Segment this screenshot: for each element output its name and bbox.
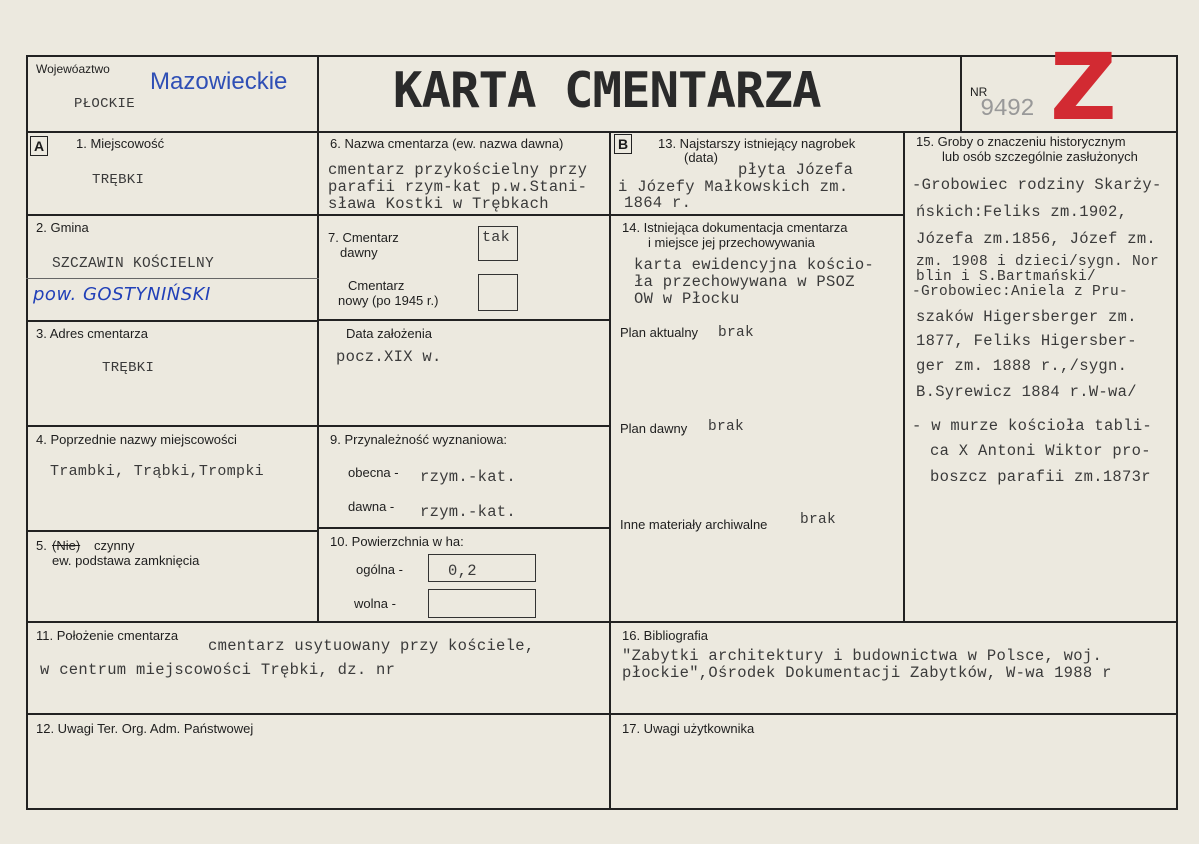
row-line-7 <box>317 319 611 321</box>
stamp-letter-z: Z <box>1050 34 1117 141</box>
f5-label-rest: czynny <box>94 538 135 553</box>
f1-value: TRĘBKI <box>92 172 145 188</box>
section-b-marker: B <box>614 134 632 154</box>
f13-line-1: płyta Józefa <box>738 161 854 179</box>
f7-label-2: Cmentarz <box>348 278 405 293</box>
f8-label: Data założenia <box>346 326 432 341</box>
card-border-right <box>1176 55 1178 810</box>
f9-label: 9. Przynależność wyznaniowa: <box>330 432 508 447</box>
f7-nowy-box <box>478 274 518 311</box>
f2-value: SZCZAWIN KOŚCIELNY <box>52 256 215 272</box>
f6-line-3: sława Kostki w Trębkach <box>328 195 549 213</box>
f15-line: ca X Antoni Wiktor pro- <box>930 442 1151 460</box>
card-title: KARTA CMENTARZA <box>393 62 821 119</box>
section-a-marker: A <box>30 136 48 156</box>
row-line-3 <box>26 320 319 322</box>
f13-line-3: 1864 r. <box>624 194 692 212</box>
f9-current-label: obecna - <box>348 465 399 480</box>
header-divider-1 <box>317 55 319 133</box>
f3-value: TRĘBKI <box>102 360 155 376</box>
f13-label-1: 13. Najstarszy istniejący nagrobek <box>658 136 856 151</box>
f5-label-line2: ew. podstawa zamknięcia <box>52 553 200 568</box>
f13-line-2: i Józefy Małkowskich zm. <box>618 178 849 196</box>
row-line-4 <box>26 425 319 427</box>
f15-line: boszcz parafii zm.1873r <box>930 468 1151 486</box>
f14-other-value: brak <box>800 512 837 528</box>
f10-total-value: 0,2 <box>448 562 477 580</box>
f17-label: 17. Uwagi użytkownika <box>622 721 755 736</box>
f10-label: 10. Powierzchnia w ha: <box>330 534 464 549</box>
f16-line-1: "Zabytki architektury i budownictwa w Polsce, woj. <box>622 647 1103 665</box>
f14-line-3: OW w Płocku <box>634 290 740 308</box>
f2-label: 2. Gmina <box>36 220 89 235</box>
f3-label: 3. Adres cmentarza <box>36 326 148 341</box>
col-divider-3 <box>903 131 905 622</box>
f14-plan-old-value: brak <box>708 419 745 435</box>
row-line-12 <box>26 713 1178 715</box>
f15-line: zm. 1908 i dzieci/sygn. Nor <box>916 254 1160 270</box>
f10-free-label: wolna - <box>354 596 396 611</box>
f12-label: 12. Uwagi Ter. Org. Adm. Państwowej <box>36 721 254 736</box>
f16-label: 16. Bibliografia <box>622 628 708 643</box>
f2-handwritten: pow. GOSTYNIŃSKI <box>33 284 211 305</box>
nr-label: NR <box>970 85 988 99</box>
f6-line-1: cmentarz przykościelny przy <box>328 161 588 179</box>
f11-line-1: cmentarz usytuowany przy kościele, <box>208 637 535 655</box>
f15-label-1: 15. Groby o znaczeniu historycznym <box>916 134 1126 149</box>
f15-label-2: lub osób szczególnie zasłużonych <box>942 149 1138 164</box>
col-divider-1 <box>317 131 319 622</box>
card-border-top <box>26 55 1178 57</box>
nr-value: 9492 <box>980 96 1034 123</box>
f15-line: -Grobowiec rodziny Skarży- <box>912 176 1162 194</box>
f1-label: 1. Miejscowość <box>76 136 165 151</box>
row-line-9 <box>317 527 611 529</box>
row-line-6 <box>317 214 611 216</box>
f14-plan-current-value: brak <box>718 325 755 341</box>
f14-label-2: i miejsce jej przechowywania <box>648 235 815 250</box>
f14-line-2: ła przechowywana w PSOZ <box>634 273 855 291</box>
f11-line-2: w centrum miejscowości Trębki, dz. nr <box>40 661 396 679</box>
f7-label-1: 7. Cmentarz <box>328 230 399 245</box>
f14-line-1: karta ewidencyjna kościo- <box>634 256 875 274</box>
f15-line: B.Syrewicz 1884 r.W-wa/ <box>916 383 1137 401</box>
header-divider-2 <box>960 55 962 133</box>
f15-line: blin i S.Bartmański/ <box>916 269 1097 285</box>
f8-value: pocz.XIX w. <box>336 348 442 366</box>
f16-line-2: płockie",Ośrodek Dokumentacji Zabytków, W-wa 1988 r <box>622 664 1112 682</box>
row-line-10 <box>609 214 905 216</box>
f10-total-box <box>428 554 536 582</box>
f4-label: 4. Poprzednie nazwy miejscowości <box>36 432 237 447</box>
card-border-bottom <box>26 808 1178 810</box>
wojewodztwo-stamp: Mazowieckie <box>150 68 288 95</box>
f6-line-2: parafii rzym-kat p.w.Stani- <box>328 178 588 196</box>
header-bottom-line <box>26 131 1178 133</box>
f5-label-prefix: 5. <box>36 538 47 553</box>
f15-line: szaków Higersberger zm. <box>916 308 1137 326</box>
f15-line: ńskich:Feliks zm.1902, <box>916 203 1128 221</box>
row-line-2-thin <box>26 278 319 279</box>
f13-label-2: (data) <box>684 150 718 165</box>
f9-former-value: rzym.-kat. <box>420 503 517 521</box>
row-line-8 <box>317 425 611 427</box>
f9-current-value: rzym.-kat. <box>420 468 517 486</box>
row-line-1 <box>26 214 319 216</box>
f6-label: 6. Nazwa cmentarza (ew. nazwa dawna) <box>330 136 564 151</box>
wojewodztwo-label: Wojewóaztwo <box>36 62 110 76</box>
f14-other-label: Inne materiały archiwalne <box>620 517 768 532</box>
f15-line: Józefa zm.1856, Józef zm. <box>916 230 1157 248</box>
f14-plan-old-label: Plan dawny <box>620 421 688 436</box>
f11-label: 11. Położenie cmentarza <box>36 628 179 643</box>
f5-label-struck: (Nie) <box>52 538 81 553</box>
f15-line: - w murze kościoła tabli- <box>912 417 1153 435</box>
row-line-11 <box>26 621 1178 623</box>
f7-dawny-value: tak <box>482 229 510 246</box>
f7-label-1b: dawny <box>340 245 378 260</box>
f15-line: ger zm. 1888 r.,/sygn. <box>916 357 1128 375</box>
f15-line: 1877, Feliks Higersber- <box>916 332 1137 350</box>
f4-value: Trambki, Trąbki,Trompki <box>50 463 264 480</box>
f14-label-1: 14. Istniejąca dokumentacja cmentarza <box>622 220 848 235</box>
card-border-left <box>26 55 28 810</box>
f10-total-label: ogólna - <box>356 562 403 577</box>
row-line-5 <box>26 530 319 532</box>
col-divider-2 <box>609 131 611 809</box>
wojewodztwo-typed: PŁOCKIE <box>74 96 135 112</box>
f14-plan-current-label: Plan aktualny <box>620 325 699 340</box>
f15-line: -Grobowiec:Aniela z Pru- <box>912 284 1129 300</box>
f7-label-2b: nowy (po 1945 r.) <box>338 293 439 308</box>
f10-free-box <box>428 589 536 618</box>
f9-former-label: dawna - <box>348 499 395 514</box>
